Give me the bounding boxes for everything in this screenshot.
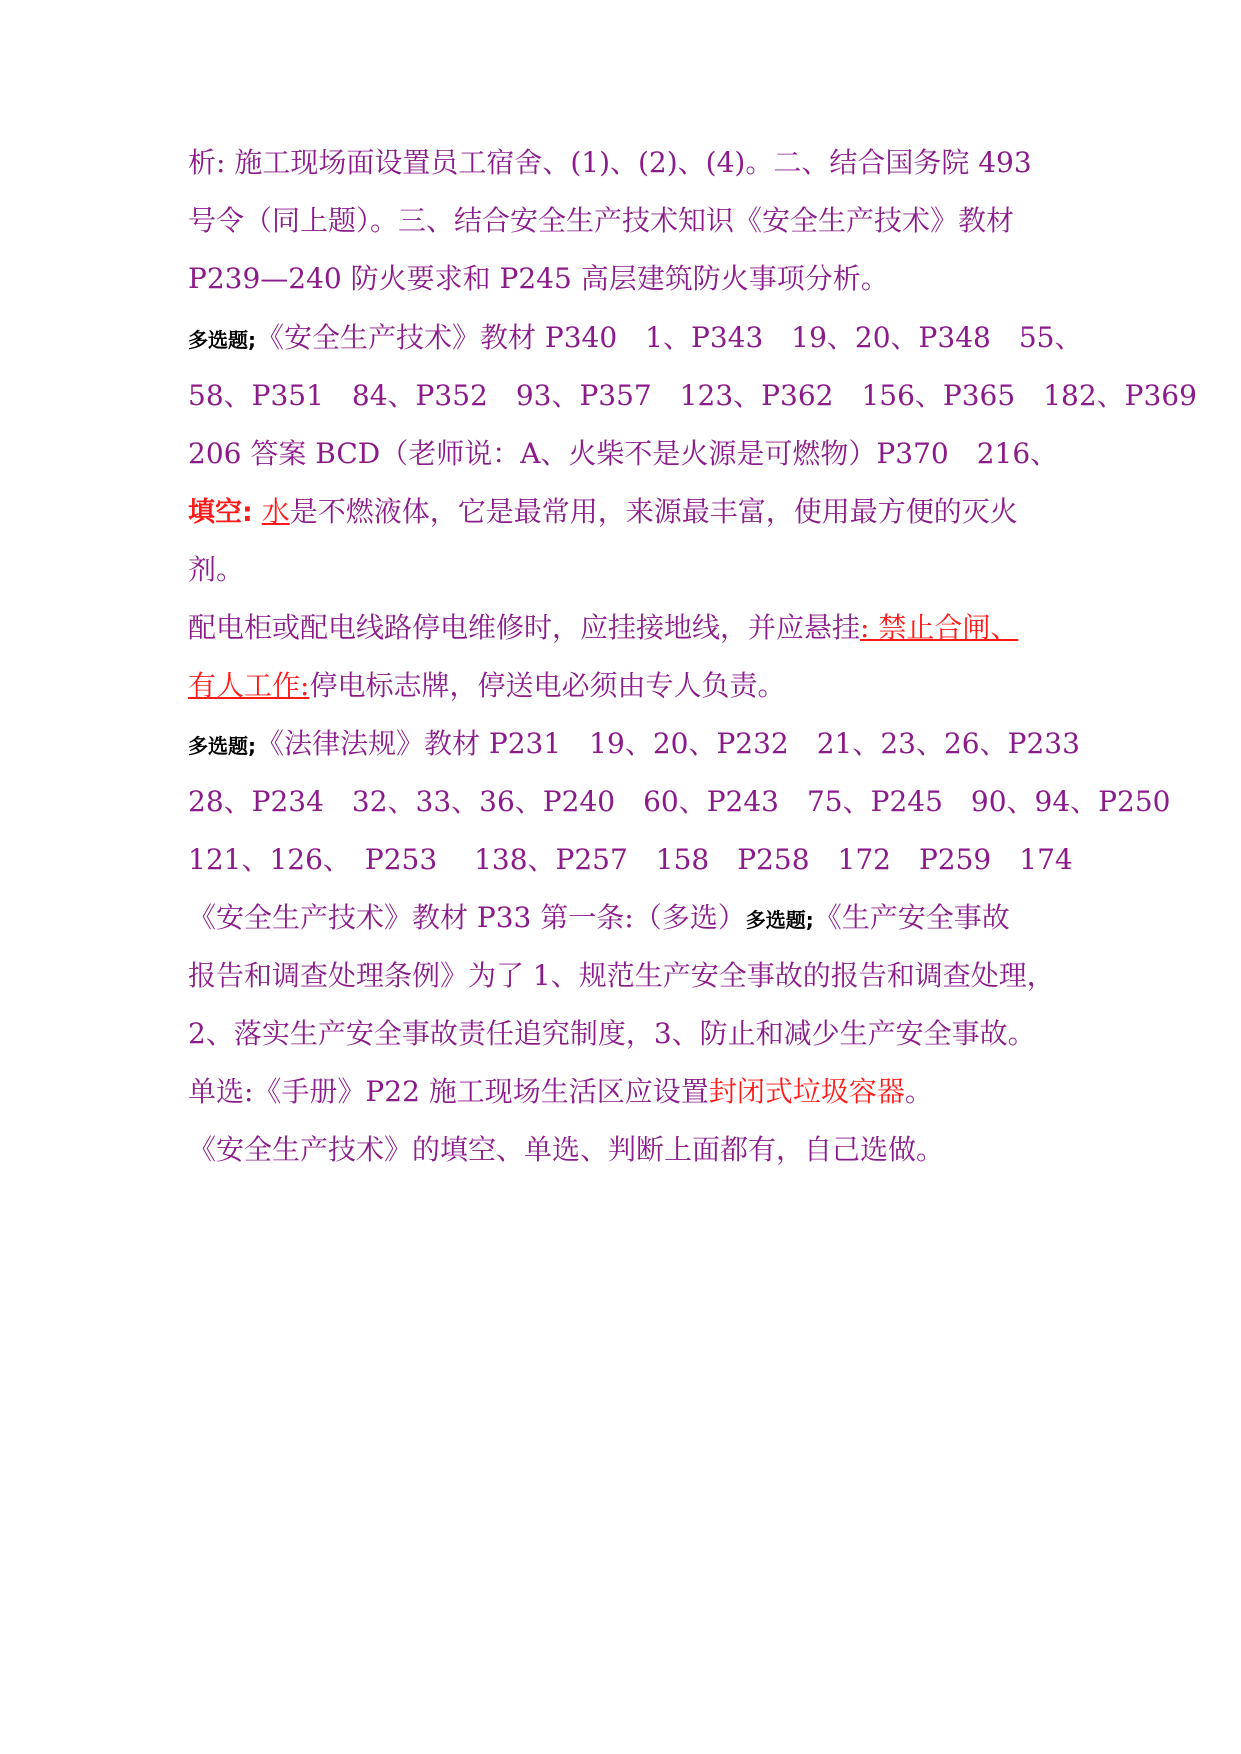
text-line-7 [188,492,1018,533]
line-text: 。 [904,1075,933,1108]
fill-blank-label: 填空: [188,497,253,528]
text-line-8 [188,550,244,590]
question-type-label: 多选题; [188,328,256,352]
line-text: 配电柜或配电线路停电维修时，应挂接地线，并应悬挂 [188,611,861,644]
line-text: 单选:《手册》P22 施工现场生活区应设置 [188,1075,709,1108]
text-line-14 [188,898,1010,940]
line-text: P239—240 防火要求和 P245 高层建筑防火事项分析。 [188,262,889,295]
line-text: 报告和调查处理条例》为了 1、规范生产安全事故的报告和调查处理， [188,959,1055,992]
text-line-6 [188,434,1058,474]
text-line-13 [188,840,1073,880]
text-line-10 [188,666,785,706]
text-line-11 [188,724,1080,766]
line-text: 《法律法规》教材 P231 19、20、P232 21、23、26、P233 [256,727,1080,760]
line-text: 《生产安全事故 [813,901,1010,934]
text-line-2 [188,201,1014,241]
line-text: 析: 施工现场面设置员工宿舍、(1)、(2)、(4)。二、结合国务院 493 [188,146,1032,179]
line-text: 剂。 [188,553,245,586]
answer-text: : 禁止合闸、 [860,611,1019,644]
line-text: 2、落实生产安全事故责任追究制度，3、防止和减少生产安全事故。 [188,1017,1036,1050]
answer-text: 封闭式垃圾容器 [708,1075,905,1108]
line-text: 58、P351 84、P352 93、P357 123、P362 156、P365 182、P369 [188,379,1197,412]
text-line-5 [188,376,1197,416]
line-text: 《安全生产技术》教材 P33 第一条:（多选） [188,901,746,934]
answer-text: 有人工作: [188,669,310,702]
line-text: 是不燃液体，它是最常用，来源最丰富，使用最方便的灭火 [289,495,1018,528]
fill-blank-answer: 水 [261,495,290,528]
line-text: 28、P234 32、33、36、P240 60、P243 75、P245 90、94、P250 [188,785,1171,818]
text-line-15 [188,956,1055,996]
line-text: 121、126、 P253 138、P257 158 P258 172 P259 174 [188,843,1073,876]
text-line-17 [188,1072,933,1112]
question-type-label: 多选题; [745,908,814,932]
text-line-3 [188,259,889,299]
line-text: 《安全生产技术》的填空、单选、判断上面都有，自己选做。 [188,1133,945,1166]
text-line-12 [188,782,1170,822]
text-line-16 [188,1014,1036,1054]
line-text: 206 答案 BCD（老师说：A、火柴不是火源是可燃物）P370 216、 [188,437,1059,470]
text-line-9 [188,608,1018,648]
text-line-18 [188,1130,944,1170]
line-text: 停电标志牌，停送电必须由专人负责。 [309,669,786,702]
text-line-4 [188,318,1082,360]
question-type-label: 多选题; [188,734,256,758]
line-text: 号令（同上题）。三、结合安全生产技术知识《安全生产技术》教材 [188,204,1015,237]
line-text: 《安全生产技术》教材 P340 1、P343 19、20、P348 55、 [256,321,1083,354]
text-line-1 [188,143,1032,183]
